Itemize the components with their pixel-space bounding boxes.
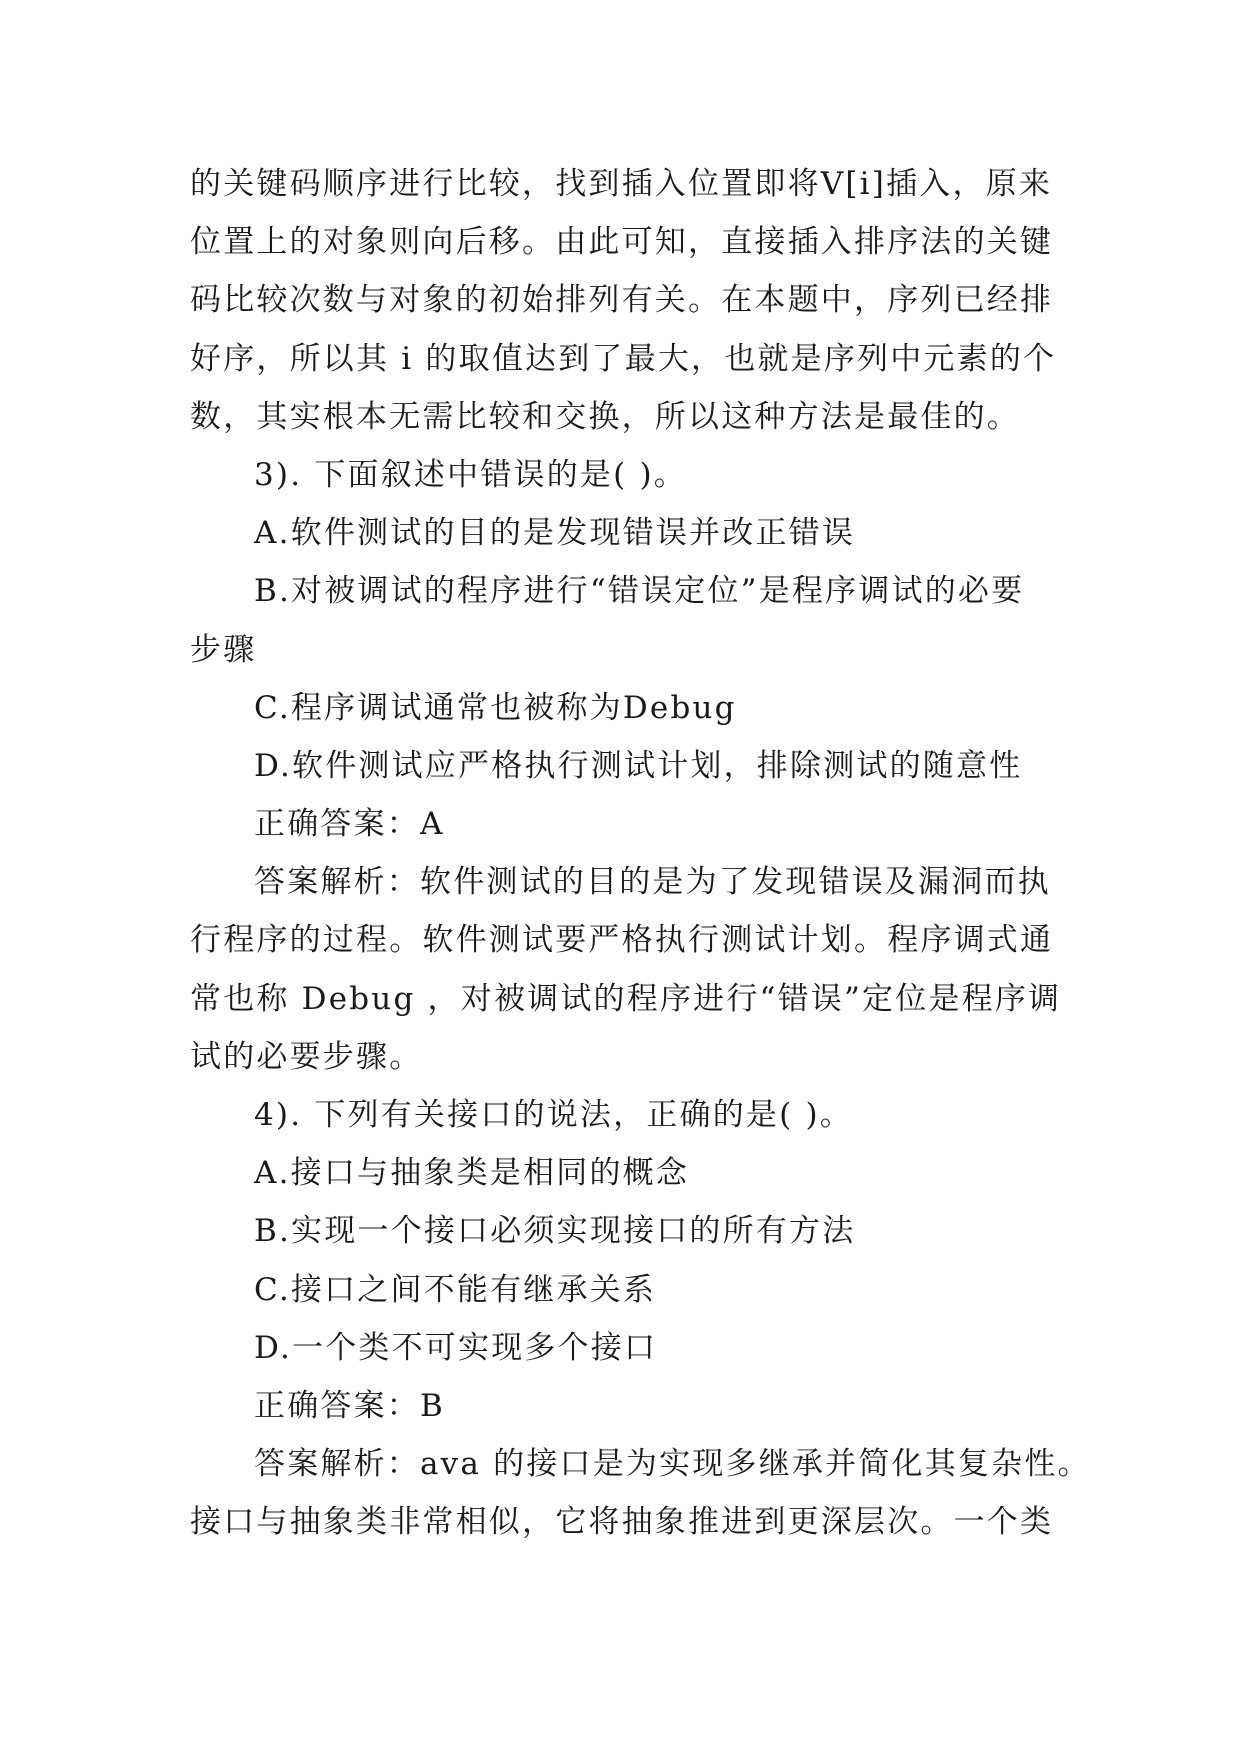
question-4-option-c: C.接口之间不能有继承关系 xyxy=(254,1271,657,1308)
question-4-explanation: 答案解析：ava 的接口是为实现多继承并简化其复杂性。 xyxy=(254,1446,1091,1483)
question-4-option-b: B.实现一个接口必须实现接口的所有方法 xyxy=(254,1213,856,1250)
paragraph-line: 码比较次数与对象的初始排列有关。在本题中，序列已经排 xyxy=(190,282,1054,319)
paragraph-line: 好序，所以其 i 的取值达到了最大，也就是序列中元素的个 xyxy=(190,340,1057,377)
paragraph-line: 的关键码顺序进行比较，找到插入位置即将V[i]插入，原来 xyxy=(190,166,1053,202)
question-3-explanation-line: 试的必要步骤。 xyxy=(190,1038,423,1075)
document-page xyxy=(190,155,1091,1552)
question-3-option-a: A.软件测试的目的是发现错误并改正错误 xyxy=(254,515,856,552)
paragraph-line: 位置上的对象则向后移。由此可知，直接插入排序法的关键 xyxy=(190,224,1054,261)
question-3-option-b: B.对被调试的程序进行“错误定位”是程序调试的必要 xyxy=(254,573,1025,610)
question-3-option-d: D.软件测试应严格执行测试计划，排除测试的随意性 xyxy=(254,747,1023,784)
question-4-option-a: A.接口与抽象类是相同的概念 xyxy=(254,1155,690,1192)
question-3-explanation: 答案解析：软件测试的目的是为了发现错误及漏洞而执 xyxy=(254,864,1051,901)
question-3-answer: 正确答案：A xyxy=(254,806,445,843)
question-4-stem: 4). 下列有关接口的说法，正确的是( )。 xyxy=(254,1097,853,1133)
question-3-option-c: C.程序调试通常也被称为Debug xyxy=(254,689,737,726)
paragraph-line: 数，其实根本无需比较和交换，所以这种方法是最佳的。 xyxy=(190,398,1020,435)
question-4-answer: 正确答案：B xyxy=(254,1387,445,1424)
question-3-option-b-continued: 步骤 xyxy=(190,631,257,668)
question-4-explanation-line: 接口与抽象类非常相似，它将抽象推进到更深层次。一个类 xyxy=(190,1504,1054,1541)
question-3-stem: 3). 下面叙述中错误的是( )。 xyxy=(254,456,687,493)
question-3-explanation-line: 常也称 Debug ，对被调试的程序进行“错误”定位是程序调 xyxy=(190,980,1062,1017)
question-3-explanation-line: 行程序的过程。软件测试要严格执行测试计划。程序调式通 xyxy=(190,922,1054,959)
question-4-option-d: D.一个类不可实现多个接口 xyxy=(254,1329,658,1366)
